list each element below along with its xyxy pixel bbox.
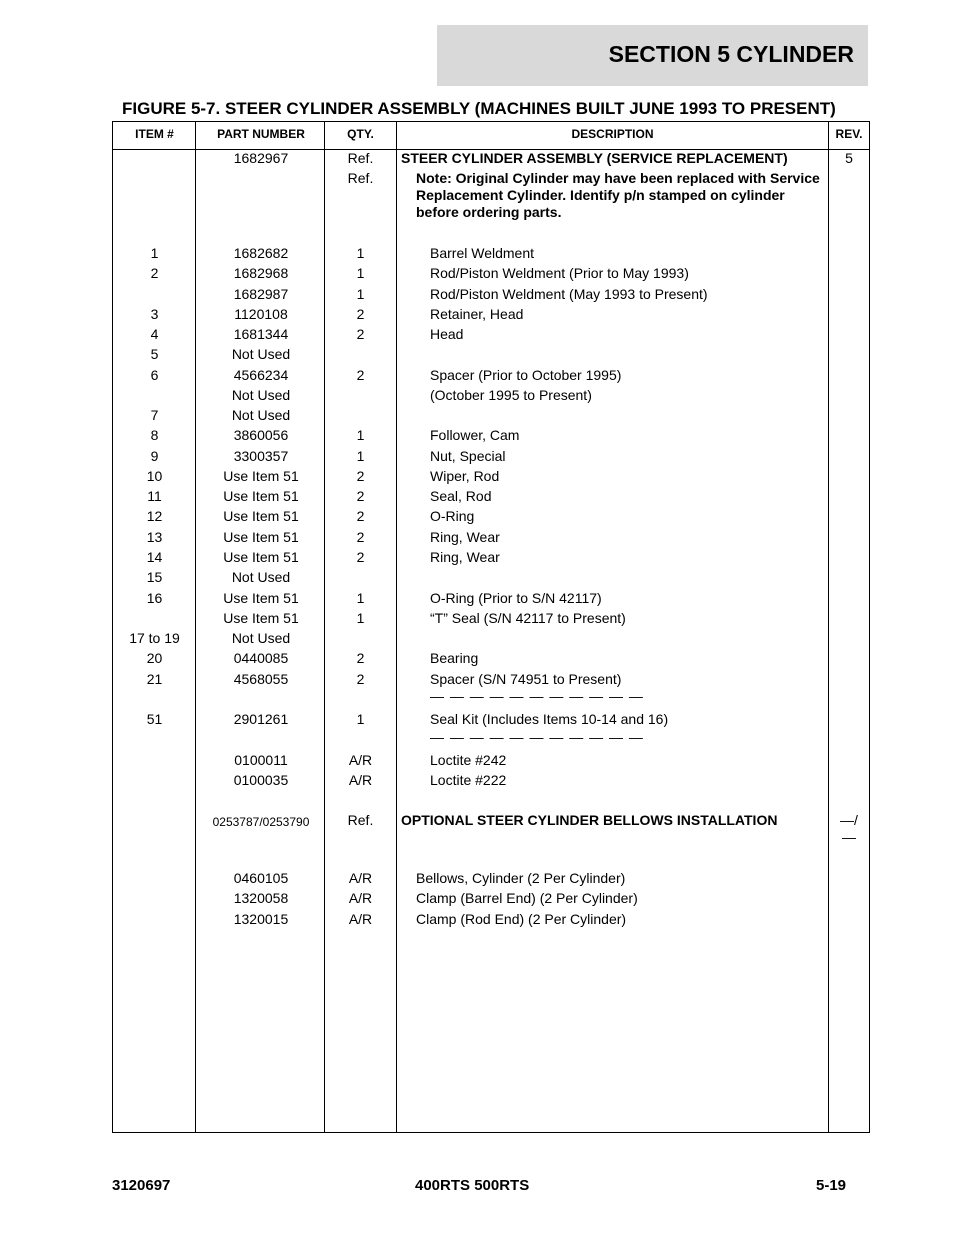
item-cell: 21 — [146, 671, 163, 687]
qty-cell: 2 — [356, 306, 365, 322]
description-cell: Ring, Wear — [430, 529, 500, 545]
part-number-cell: 1682967 — [233, 150, 289, 166]
part-number-cell: Use Item 51 — [223, 529, 299, 545]
description-cell: Barrel Weldment — [430, 245, 535, 261]
qty-cell: 1 — [356, 427, 365, 443]
note-text: Note: Original Cylinder may have been replaced with Service Replacement Cylinder. Identify p/n stamped on cylinder before ordering parts. — [416, 170, 820, 220]
description-cell: Loctite #242 — [430, 752, 507, 768]
item-cell: 4 — [150, 326, 159, 342]
item-cell: 10 — [146, 468, 163, 484]
qty-cell: Ref. — [347, 812, 374, 828]
description-cell: Ring, Wear — [430, 549, 500, 565]
part-number-cell: Not Used — [231, 569, 291, 585]
qty-cell: 2 — [356, 508, 365, 524]
qty-cell: 1 — [356, 286, 365, 302]
part-number-cell: 0253787/0253790 — [212, 815, 310, 829]
item-cell: 15 — [146, 569, 163, 585]
qty-cell: A/R — [348, 911, 373, 927]
figure-title: FIGURE 5-7. STEER CYLINDER ASSEMBLY (MACHINES BUILT JUNE 1993 TO PRESENT) — [122, 99, 836, 118]
part-number-cell: Use Item 51 — [223, 508, 299, 524]
rev-cell: —/— — [840, 812, 858, 845]
description-cell: Rod/Piston Weldment (May 1993 to Present) — [430, 286, 708, 302]
item-cell: 7 — [150, 407, 159, 423]
rev-cell: 5 — [845, 150, 853, 166]
footer-model: 400RTS 500RTS — [415, 1177, 530, 1194]
item-cell: 13 — [146, 529, 163, 545]
item-cell: 8 — [150, 427, 159, 443]
description-cell: Wiper, Rod — [430, 468, 500, 484]
part-number-cell: 3300357 — [233, 448, 289, 464]
item-cell: 3 — [150, 306, 159, 322]
item-cell: 2 — [150, 265, 159, 281]
footer-document-number: 3120697 — [112, 1177, 171, 1194]
item-cell: 12 — [146, 508, 163, 524]
item-cell: 6 — [150, 367, 159, 383]
item-cell: 16 — [146, 590, 163, 606]
part-number-cell: 4566234 — [233, 367, 289, 383]
qty-cell: 2 — [356, 671, 365, 687]
dash-separator: — — — — — — — — — — — — [430, 688, 644, 704]
description-cell: Clamp (Barrel End) (2 Per Cylinder) — [416, 890, 638, 906]
part-number-cell: 3860056 — [233, 427, 289, 443]
item-cell: 51 — [146, 711, 163, 727]
qty-cell: 2 — [356, 650, 365, 666]
description-cell: (October 1995 to Present) — [430, 387, 592, 403]
description-cell: Head — [430, 326, 464, 342]
item-cell: 9 — [150, 448, 159, 464]
part-number-cell: 1682968 — [233, 265, 289, 281]
qty-cell: 2 — [356, 326, 365, 342]
qty-cell: 2 — [356, 488, 365, 504]
description-cell: Spacer (Prior to October 1995) — [430, 367, 622, 383]
part-number-cell: 1682987 — [233, 286, 289, 302]
item-cell: 17 to 19 — [129, 630, 180, 646]
qty-cell: 1 — [356, 245, 365, 261]
description-cell: Bellows, Cylinder (2 Per Cylinder) — [416, 870, 626, 886]
qty-cell: Ref. — [347, 150, 374, 166]
qty-cell: 2 — [356, 367, 365, 383]
description-cell: Seal, Rod — [430, 488, 492, 504]
part-number-cell: 1681344 — [233, 326, 289, 342]
qty-cell: A/R — [348, 870, 373, 886]
part-number-cell: 0440085 — [233, 650, 289, 666]
part-number-cell: 2901261 — [233, 711, 289, 727]
qty-cell: 1 — [356, 265, 365, 281]
item-cell: 11 — [147, 488, 162, 504]
qty-cell: 1 — [356, 610, 365, 626]
qty-cell: 2 — [356, 468, 365, 484]
part-number-cell: Not Used — [231, 346, 291, 362]
column-header-rev: REV. — [835, 127, 863, 141]
part-number-cell: Not Used — [231, 407, 291, 423]
qty-cell: A/R — [348, 752, 373, 768]
part-number-cell: Use Item 51 — [223, 468, 299, 484]
section-title: SECTION 5 CYLINDER — [608, 41, 854, 67]
part-number-cell: Use Item 51 — [223, 590, 299, 606]
qty-cell: A/R — [348, 890, 373, 906]
description-cell: Seal Kit (Includes Items 10-14 and 16) — [430, 711, 669, 727]
qty-cell: 1 — [356, 448, 365, 464]
description-cell: Follower, Cam — [430, 427, 520, 443]
description-cell: Nut, Special — [430, 448, 506, 464]
part-number-cell: 1120108 — [234, 306, 288, 322]
description-cell: Loctite #222 — [430, 772, 507, 788]
part-number-cell: 1682682 — [233, 245, 289, 261]
item-cell: 20 — [146, 650, 163, 666]
description-cell: OPTIONAL STEER CYLINDER BELLOWS INSTALLATION — [401, 812, 778, 828]
description-cell: “T” Seal (S/N 42117 to Present) — [430, 610, 626, 626]
part-number-cell: Use Item 51 — [223, 610, 299, 626]
description-cell: Bearing — [430, 650, 479, 666]
column-header-part-number: PART NUMBER — [217, 127, 305, 141]
footer-page-number: 5-19 — [816, 1177, 847, 1194]
part-number-cell: 0460105 — [233, 870, 289, 886]
qty-cell: A/R — [348, 772, 373, 788]
qty-cell: 2 — [356, 529, 365, 545]
qty-cell: Ref. — [347, 170, 374, 186]
part-number-cell: 4568055 — [233, 671, 289, 687]
qty-cell: 1 — [356, 590, 365, 606]
description-cell: Rod/Piston Weldment (Prior to May 1993) — [430, 265, 689, 281]
column-header-item: ITEM # — [135, 127, 174, 141]
column-header-description: DESCRIPTION — [571, 127, 654, 141]
qty-cell: 2 — [356, 549, 365, 565]
part-number-cell: Use Item 51 — [223, 488, 299, 504]
description-cell: O-Ring (Prior to S/N 42117) — [430, 590, 602, 606]
description-cell: O-Ring — [430, 508, 475, 524]
column-header-qty: QTY. — [347, 127, 374, 141]
part-number-cell: 0100035 — [233, 772, 289, 788]
dash-separator: — — — — — — — — — — — — [430, 729, 644, 745]
part-number-cell: 1320015 — [233, 911, 289, 927]
parts-table — [112, 121, 870, 1133]
description-cell: Spacer (S/N 74951 to Present) — [430, 671, 622, 687]
item-cell: 14 — [146, 549, 163, 565]
part-number-cell: 0100011 — [234, 752, 288, 768]
column-divider — [396, 122, 397, 1132]
description-cell: STEER CYLINDER ASSEMBLY (SERVICE REPLACEMENT) — [401, 150, 788, 166]
part-number-cell: Not Used — [231, 630, 291, 646]
qty-cell: 1 — [356, 711, 365, 727]
item-cell: 5 — [150, 346, 159, 362]
description-cell: Retainer, Head — [430, 306, 524, 322]
part-number-cell: 1320058 — [233, 890, 289, 906]
part-number-cell: Not Used — [231, 387, 291, 403]
item-cell: 1 — [150, 245, 159, 261]
section-header-band — [437, 25, 868, 86]
description-cell: Clamp (Rod End) (2 Per Cylinder) — [416, 911, 627, 927]
part-number-cell: Use Item 51 — [223, 549, 299, 565]
